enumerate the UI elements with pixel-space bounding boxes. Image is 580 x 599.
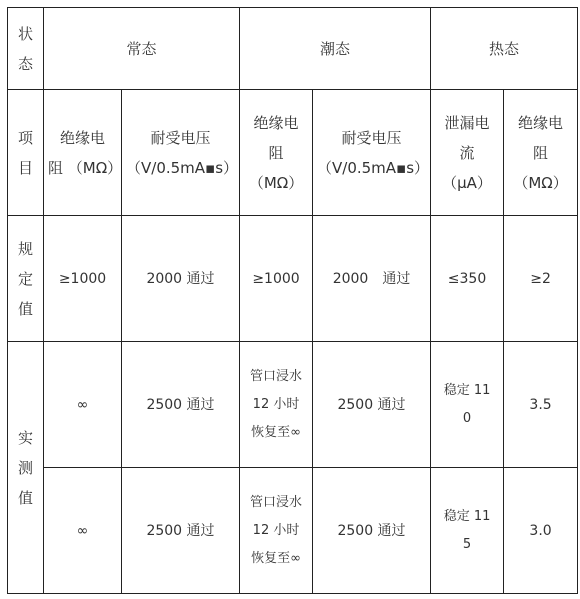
measured-cell: 2500 通过	[122, 342, 240, 468]
measured-cell: 稳定 11 0	[431, 342, 504, 468]
test-results-table	[7, 7, 578, 594]
spec-cell: ≥2	[504, 216, 578, 342]
header-hot-insulation: 绝缘电 阻 （MΩ）	[504, 90, 578, 216]
spec-cell: ≤350	[431, 216, 504, 342]
header-normal-insulation: 绝缘电 阻 （MΩ）	[44, 90, 122, 216]
group-hot: 热态	[431, 8, 578, 90]
measured-cell: 稳定 11 5	[431, 468, 504, 594]
measured-cell: 管口浸水 12 小时 恢复至∞	[240, 342, 313, 468]
header-hot-leakage: 泄漏电 流 （μA）	[431, 90, 504, 216]
spec-cell: 2000 通过	[122, 216, 240, 342]
group-header-row	[8, 8, 578, 90]
measured-cell: 2500 通过	[313, 468, 431, 594]
spec-cell: ≥1000	[44, 216, 122, 342]
measured-row	[8, 342, 578, 468]
header-humid-insulation: 绝缘电 阻 （MΩ）	[240, 90, 313, 216]
group-normal: 常态	[44, 8, 240, 90]
row-label-item: 项目	[8, 90, 44, 216]
header-normal-withstand: 耐受电压 （V/0.5mA▪s）	[122, 90, 240, 216]
row-label-spec: 规定值	[8, 216, 44, 342]
group-humid: 潮态	[240, 8, 431, 90]
measured-cell: 3.0	[504, 468, 578, 594]
measured-cell: 3.5	[504, 342, 578, 468]
row-label-measured: 实测值	[8, 342, 44, 594]
spec-cell: 2000 通过	[313, 216, 431, 342]
measured-row	[8, 468, 578, 594]
header-humid-withstand: 耐受电压 （V/0.5mA▪s）	[313, 90, 431, 216]
corner-label: 状态	[8, 8, 44, 90]
spec-cell: ≥1000	[240, 216, 313, 342]
measured-cell: 管口浸水 12 小时 恢复至∞	[240, 468, 313, 594]
item-header-row	[8, 90, 578, 216]
measured-cell: ∞	[44, 468, 122, 594]
measured-cell: 2500 通过	[313, 342, 431, 468]
spec-row	[8, 216, 578, 342]
measured-cell: ∞	[44, 342, 122, 468]
measured-cell: 2500 通过	[122, 468, 240, 594]
